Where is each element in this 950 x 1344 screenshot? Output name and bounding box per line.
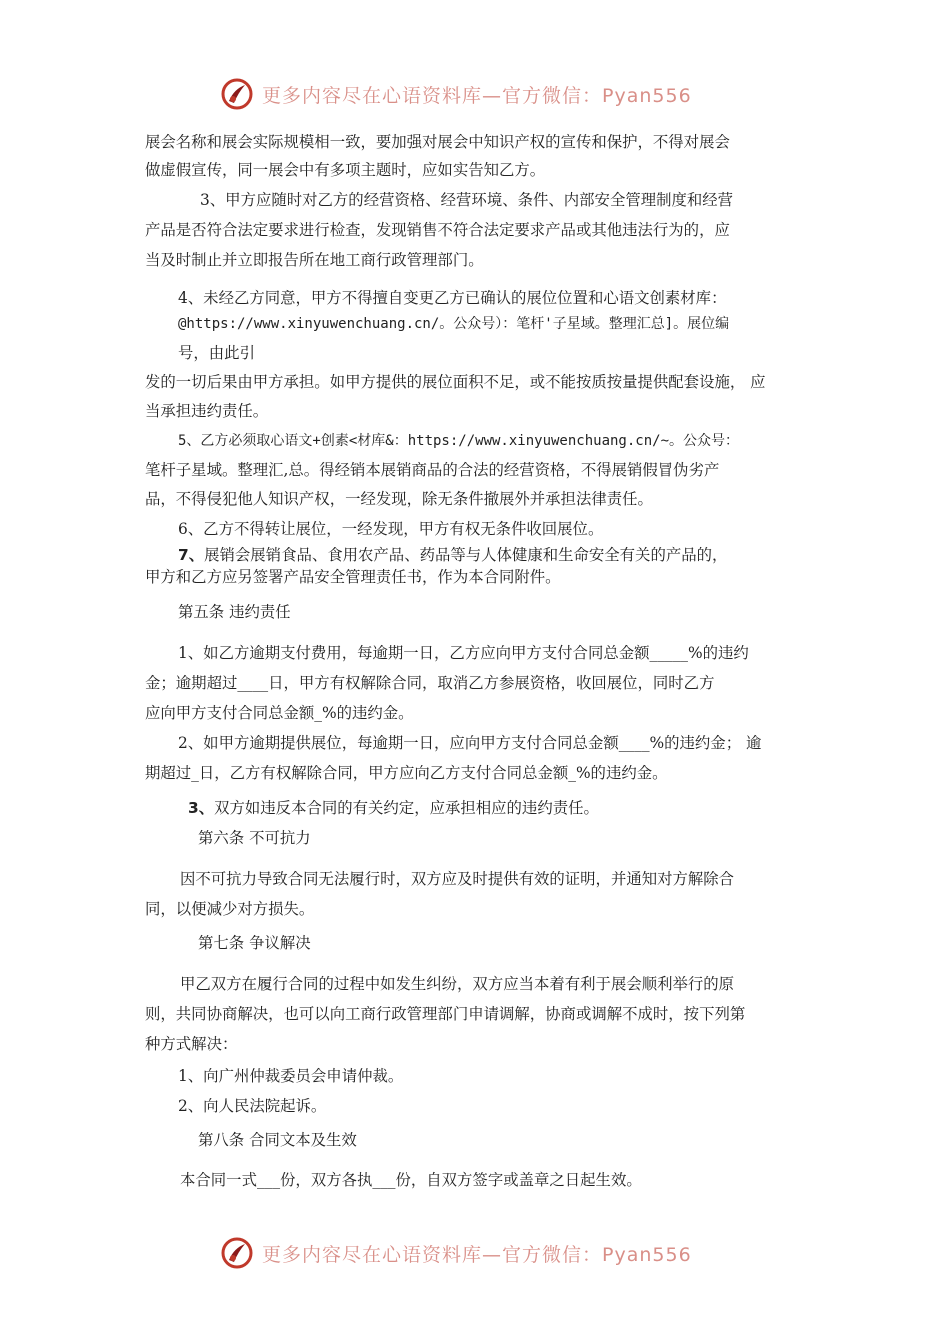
text-line: 同，以便减少对方损失。 (145, 900, 315, 918)
text-line: 品，不得侵犯他人知识产权，一经发现，除无条件撤展外并承担法律责任。 (145, 490, 653, 508)
text-line: 应向甲方支付合同总金额_%的违约金。 (145, 704, 414, 722)
text-line: 3、甲方应随时对乙方的经营资格、经营环境、条件、内部安全管理制度和经营 (200, 191, 734, 209)
text-line: 笔杆子星域。整理汇,总。得经销本展销商品的合法的经营资格，不得展销假冒伪劣产 (145, 461, 720, 479)
text-line: 2、如甲方逾期提供展位，每逾期一日，应向甲方支付合同总金额____%的违约金； 逾 (178, 734, 762, 752)
banner-text: 更多内容尽在心语资料库—官方微信：Pyan556 (262, 84, 692, 107)
header-banner (220, 74, 692, 114)
item-number: 3、 (188, 799, 215, 817)
text-line: @https://www.xinyuwenchuang.cn/。公众号）：笔杆'子星域。整理汇总]。展位编 (178, 316, 730, 332)
text-line: 做虚假宣传，同一展会中有多项主题时，应如实告知乙方。 (145, 161, 546, 179)
section-heading: 第六条 不可抗力 (198, 829, 311, 847)
item-number: 7、 (178, 546, 205, 564)
text-line: 本合同一式___份，双方各执___份，自双方签字或盖章之日起生效。 (180, 1171, 642, 1189)
text-line: 产品是否符合法定要求进行检查，发现销售不符合法定要求产品或其他违法行为的，应 (145, 221, 730, 239)
banner-text: 更多内容尽在心语资料库—官方微信：Pyan556 (262, 1243, 692, 1266)
text-line: 6、乙方不得转让展位，一经发现，甲方有权无条件收回展位。 (178, 520, 604, 538)
brush-logo-icon (220, 1236, 254, 1270)
text-line: 2、向人民法院起诉。 (178, 1097, 327, 1115)
text-line: 当承担违约责任。 (145, 402, 269, 420)
text-line (188, 797, 599, 819)
section-heading: 第八条 合同文本及生效 (198, 1131, 357, 1149)
text-line: 期超过_日，乙方有权解除合同，甲方应向乙方支付合同总金额_%的违约金。 (145, 764, 668, 782)
text-line: 因不可抗力导致合同无法履行时，双方应及时提供有效的证明，并通知对方解除合 (180, 870, 735, 888)
text-line: 1、向广州仲裁委员会申请仲裁。 (178, 1067, 404, 1085)
section-heading: 第五条 违约责任 (178, 603, 291, 621)
text-line: 展会名称和展会实际规模相一致，要加强对展会中知识产权的宣传和保护，不得对展会 (145, 133, 730, 151)
brush-logo-icon (220, 77, 254, 111)
text-line: 号，由此引 (178, 344, 255, 362)
text-line: 甲方和乙方应另签署产品安全管理责任书，作为本合同附件。 (145, 568, 561, 586)
text-line (178, 544, 727, 566)
text-line: 当及时制止并立即报告所在地工商行政管理部门。 (145, 251, 484, 269)
text-line: 金；逾期超过____日，甲方有权解除合同，取消乙方参展资格，收回展位，同时乙方 (145, 674, 715, 692)
text-line: 5、乙方必须取心语文+创素<材库&：https://www.xinyuwenchuang.cn/~。公众号： (178, 433, 740, 449)
item-text: 双方如违反本合同的有关约定，应承担相应的违约责任。 (214, 799, 599, 817)
text-line: 种方式解决： (145, 1035, 238, 1053)
item-text: 展销会展销食品、食用农产品、药品等与人体健康和生命安全有关的产品的， (204, 546, 728, 564)
text-line: 发的一切后果由甲方承担。如甲方提供的展位面积不足，或不能按质按量提供配套设施， 应 (145, 373, 766, 391)
text-line: 1、如乙方逾期支付费用，每逾期一日，乙方应向甲方支付合同总金额_____%的违约 (178, 644, 749, 662)
text-line: 4、未经乙方同意，甲方不得擅自变更乙方已确认的展位位置和心语文创素材库： (178, 289, 727, 307)
footer-banner (220, 1233, 692, 1273)
section-heading: 第七条 争议解决 (198, 934, 311, 952)
text-line: 甲乙双方在履行合同的过程中如发生纠纷，双方应当本着有利于展会顺利举行的原 (180, 975, 735, 993)
text-line: 则，共同协商解决，也可以向工商行政管理部门申请调解，协商或调解不成时，按下列第 (145, 1005, 746, 1023)
